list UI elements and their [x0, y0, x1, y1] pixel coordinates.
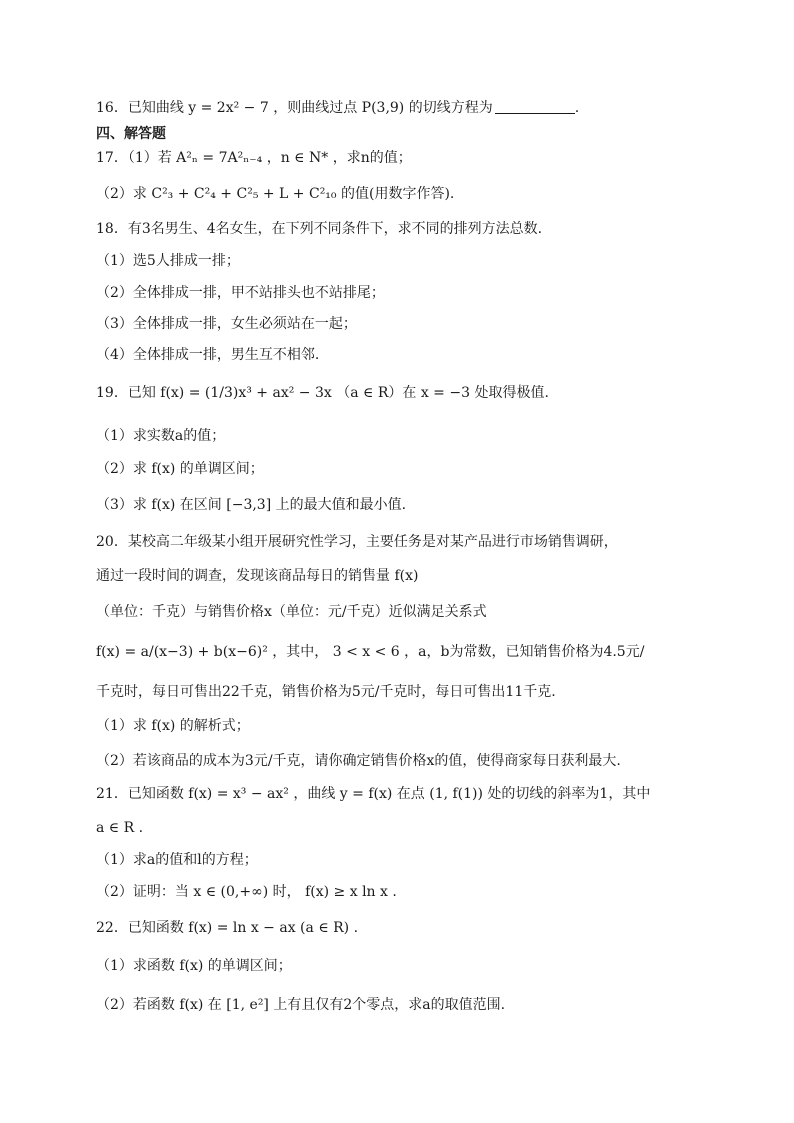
question-20-line-1: 20．某校高二年级某小组开展研究性学习，主要任务是对某产品进行市场销售调研， [96, 534, 618, 550]
answer-blank [495, 99, 575, 114]
question-21-part-2: （2）证明：当 x ∈ (0,+∞) 时， f(x) ≥ x ln x . [96, 884, 397, 900]
question-17-part-1: 17．（1）若 A²ₙ = 7A²ₙ₋₄ ，n ∈ N* ，求n的值； [96, 150, 412, 166]
question-20-line-3: （单位：千克）与销售价格x（单位：元/千克）近似满足关系式 [96, 604, 487, 620]
section-heading: 四、解答题 [96, 126, 166, 142]
question-18-part-2: （2）全体排成一排，甲不站排头也不站排尾； [96, 285, 385, 301]
question-20-part-2: （2）若该商品的成本为3元/千克，请你确定销售价格x的值，使得商家每日获利最大. [96, 753, 621, 769]
question-18-part-4: （4）全体排成一排，男生互不相邻. [96, 347, 320, 363]
question-19-part-2: （2）求 f(x) 的单调区间； [96, 461, 264, 477]
question-22: 22．已知函数 f(x) = ln x − ax (a ∈ R) . [96, 920, 359, 936]
question-19: 19．已知 f(x) = (1/3)x³ + ax² − 3x （a ∈ R）在 x = −3 处取得极值. [96, 385, 549, 401]
question-22-part-1: （1）求函数 f(x) 的单调区间； [96, 958, 292, 974]
question-20-part-1: （1）求 f(x) 的解析式； [96, 718, 250, 734]
question-16: 16．已知曲线 y = 2x² − 7 ，则曲线过点 P(3,9) 的切线方程为 . [96, 100, 580, 116]
question-21-line-2: a ∈ R . [96, 820, 144, 836]
question-20-line-5: 千克时，每日可售出22千克，销售价格为5元/千克时，每日可售出11千克. [96, 684, 556, 700]
question-21-part-1: （1）求a的值和l的方程； [96, 852, 258, 868]
question-20-line-2: 通过一段时间的调查，发现该商品每日的销售量 f(x) [96, 568, 419, 584]
question-20-line-4: f(x) = a/(x−3) + b(x−6)² ，其中， 3 < x < 6 ，a，b为常数，已知销售价格为4.5元/ [96, 644, 645, 660]
question-18-part-1: （1）选5人排成一排； [96, 253, 240, 269]
question-19-part-1: （1）求实数a的值； [96, 428, 226, 444]
question-21-line-1: 21．已知函数 f(x) = x³ − ax² ，曲线 y = f(x) 在点 (1, f(1)) 处的切线的斜率为1，其中 [96, 786, 651, 802]
question-22-part-2: （2）若函数 f(x) 在 [1, e²] 上有且仅有2个零点，求a的取值范围. [96, 997, 506, 1013]
question-17-part-2: （2）求 C²₃ + C²₄ + C²₅ + L + C²₁₀ 的值(用数字作答). [96, 186, 455, 202]
question-18-part-3: （3）全体排成一排，女生必须站在一起； [96, 316, 357, 332]
question-18: 18．有3名男生、4名女生，在下列不同条件下，求不同的排列方法总数. [96, 221, 543, 237]
question-19-part-3: （3）求 f(x) 在区间 [−3,3] 上的最大值和最小值. [96, 497, 407, 513]
